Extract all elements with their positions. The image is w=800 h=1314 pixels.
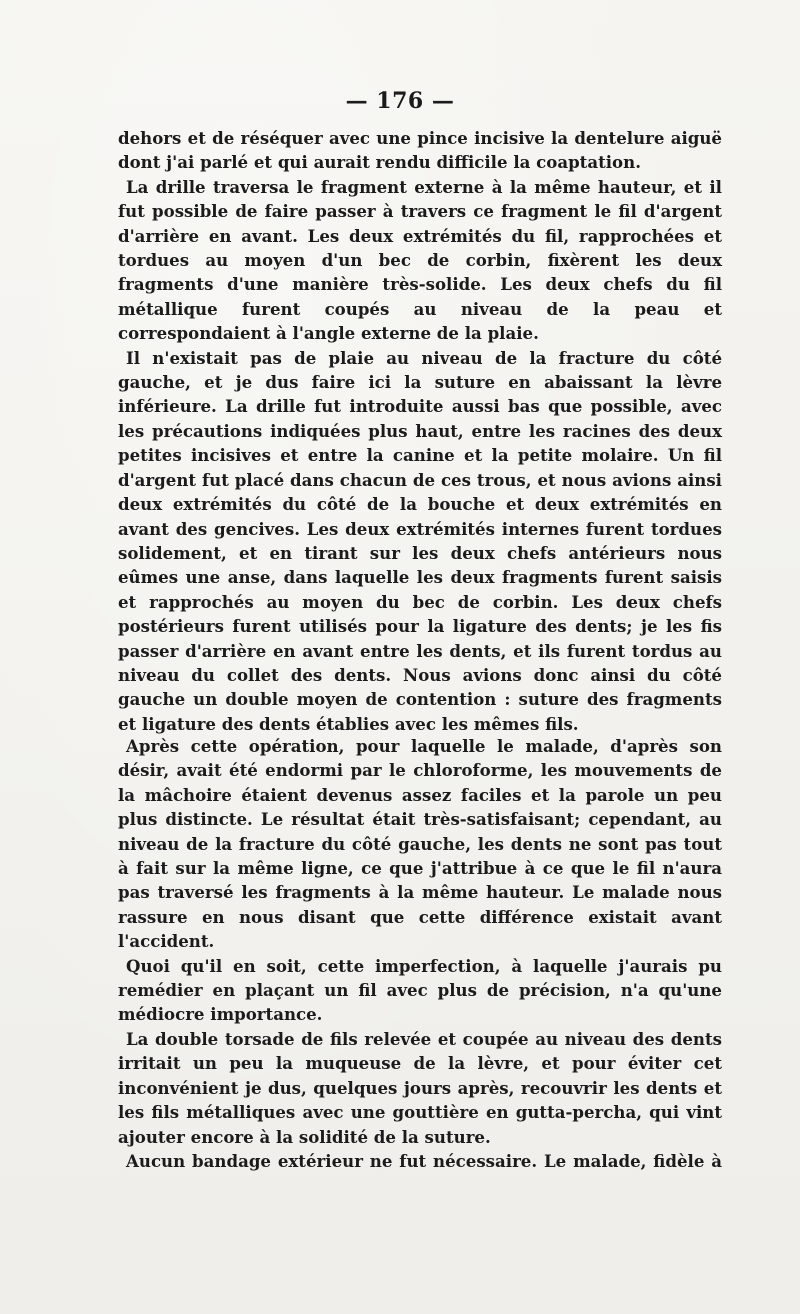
paragraph-5: Quoi qu'il en soit, cette imperfection, à laquelle j'aurais pu remédier en plaçant un fil avec plus de précision, n'a qu'une médiocre importance.	[118, 955, 722, 1025]
paragraph-6: La double torsade de fils relevée et coupée au niveau des dents irritait un peu la muqueuse de la lèvre, et pour éviter cet inconvénient je dus, quelques jours après, recouvrir les dents et les fils métalliques avec une gouttière en gutta-percha, qui vint ajouter encore à la solidité de la suture.	[118, 1028, 722, 1147]
paragraph-4: Après cette opération, pour laquelle le malade, d'après son désir, avait été endormi par le chloroforme, les mouvements de la mâchoire étaient devenus assez faciles et la parole un peu plus distincte. Le résultat était très-satisfaisant; cependant, au niveau de la fracture du côté gauche, les dents ne sont pas tout à fait sur la même ligne, ce que j'attribue à ce que le fil n'aura pas traversé les fragments à la même hauteur. Le malade nous rassure en nous disant que cette différence existait avant l'accident.	[118, 736, 722, 952]
paragraph-7: Aucun bandage extérieur ne fut nécessaire. Le malade, fidèle à	[126, 1150, 722, 1171]
paragraph-2: La drille traversa le fragment externe à la même hauteur, et il fut possible de faire passer à travers ce fragment le fil d'argent d'arrière en avant. Les deux extrémités du fil, rapprochées et tordues au moyen d'un bec de corbin, fixèrent les deux fragments d'une manière très-solide. Les deux chefs du fil métallique furent coupés au niveau de la peau et correspondaient à l'angle externe de la plaie.	[118, 176, 722, 344]
paragraph-3: Il n'existait pas de plaie au niveau de la fracture du côté gauche, et je dus faire ici la suture en abaissant la lèvre inférieure. La drille fut introduite aussi bas que possible, avec les précautions indiquées plus haut, entre les racines des deux petites incisives et entre la canine et la petite molaire. Un fil d'argent fut placé dans chacun de ces trous, et nous avions ainsi deux extrémités du côté de la bouche et deux extrémités en avant des gencives. Les deux extrémités internes furent tordues solidement, et en tirant sur les deux chefs antérieurs nous eûmes une anse, dans laquelle les deux fragments furent saisis et rapprochés au moyen du bec de corbin. Les deux chefs postérieurs furent utilisés pour la ligature des dents; je les fis passer d'arrière en avant entre les dents, et ils furent tordus au niveau du collet des dents. Nous avions donc ainsi du côté gauche un double moyen de contention : suture des fragments et ligature des dents établies avec les mêmes fils.	[118, 347, 722, 734]
paragraph-1: dehors et de réséquer avec une pince incisive la dentelure aiguë dont j'ai parlé et qui aurait rendu difficile la coaptation.	[118, 128, 722, 173]
text-block-bottom	[118, 734, 722, 1173]
page-number: — 176 —	[345, 88, 455, 114]
text-block-top	[118, 126, 722, 736]
